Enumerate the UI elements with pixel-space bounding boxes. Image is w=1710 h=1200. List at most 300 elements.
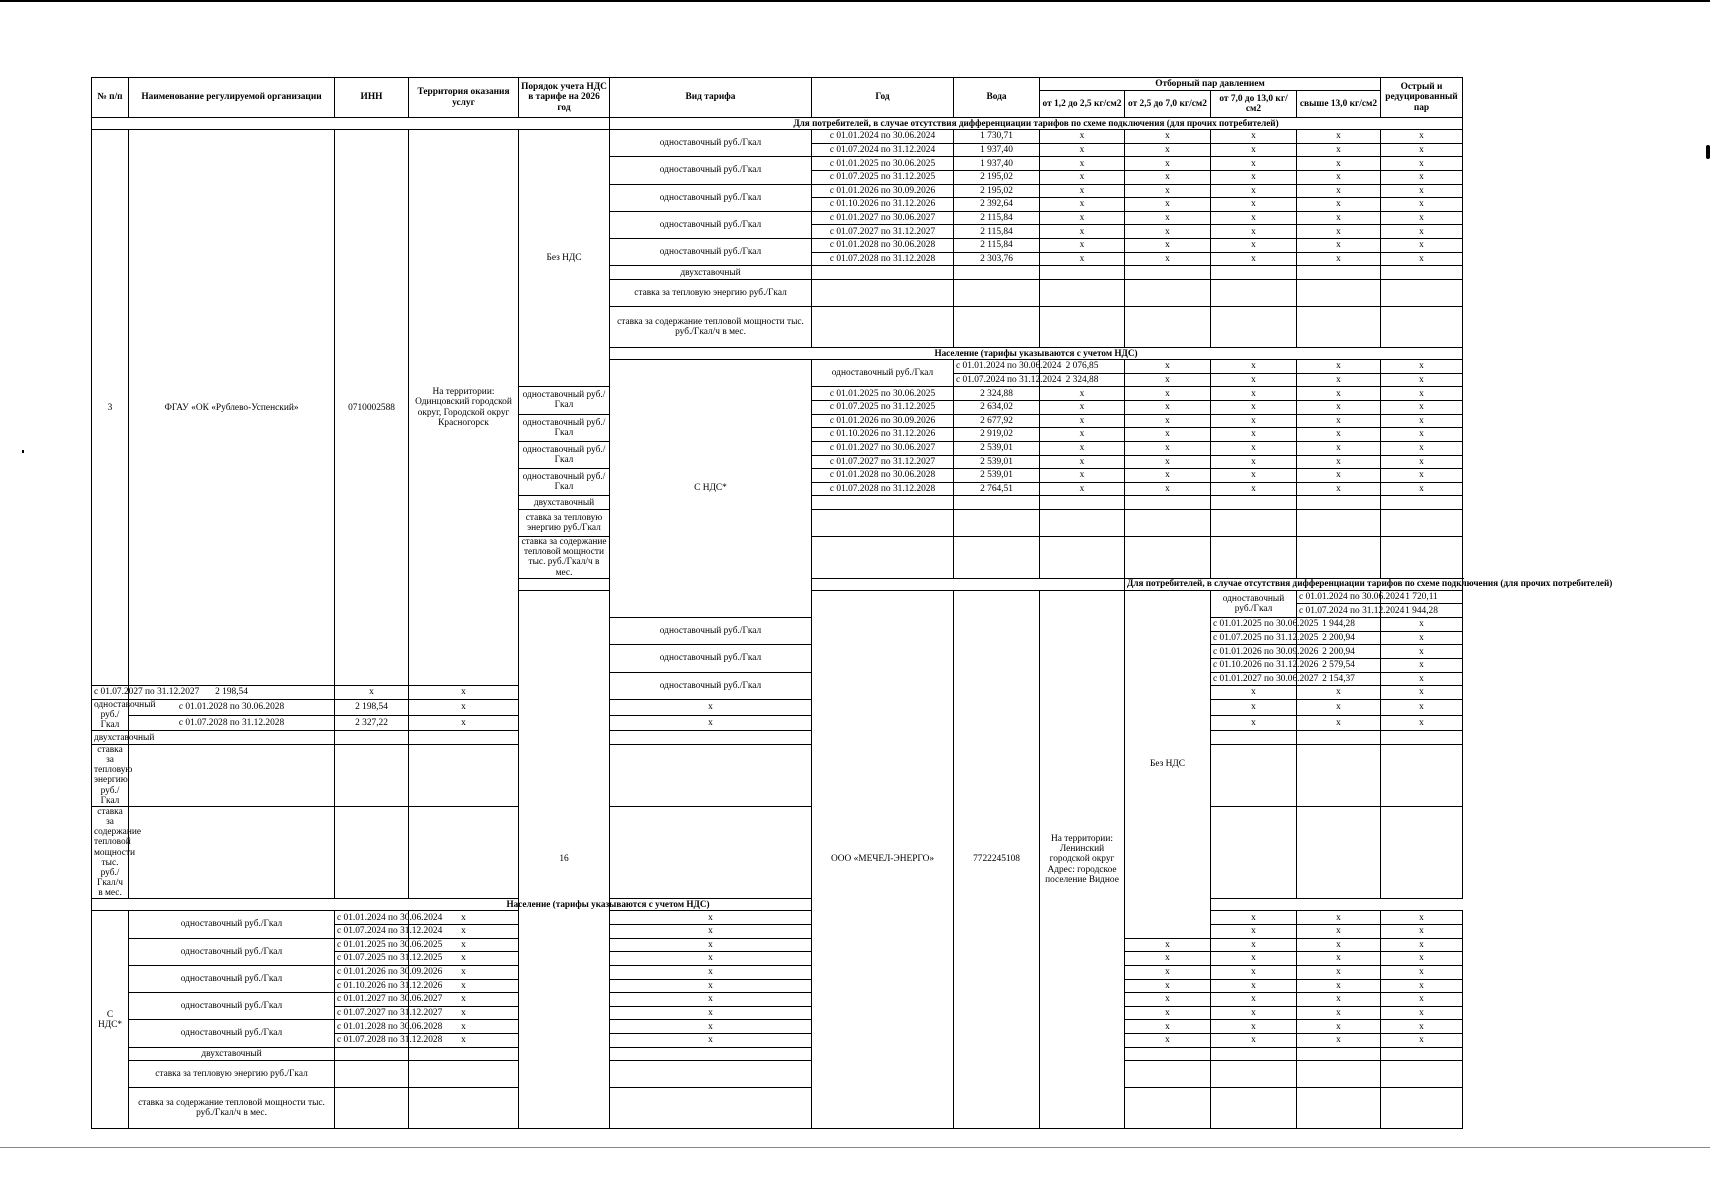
empty-cell xyxy=(519,578,1125,590)
steam-value: x xyxy=(1211,239,1297,253)
tariff-type-cell: ставка за содержание тепловой мощности тыс. руб./Гкал/ч в мес. xyxy=(519,537,610,579)
water-value: 2 324,88 xyxy=(954,387,1040,401)
table-row xyxy=(92,1061,1463,1088)
steam-value: x xyxy=(1125,373,1211,387)
empty-cell xyxy=(1211,806,1297,898)
empty-cell xyxy=(1211,537,1297,579)
period-cell: с 01.01.2025 по 30.06.2025 xyxy=(812,387,954,401)
empty-cell xyxy=(1040,307,1125,348)
empty-cell xyxy=(1125,1088,1211,1129)
tariff-type-cell: двухставочный xyxy=(610,266,812,280)
steam-value: x xyxy=(1211,455,1297,469)
empty-cell xyxy=(812,496,954,510)
steam-value: x xyxy=(1211,1006,1297,1020)
empty-cell xyxy=(1211,731,1297,745)
steam-value: x xyxy=(1125,130,1211,144)
col-water: Вода xyxy=(954,78,1040,118)
org-name: ООО «МЕЧЕЛ-ЭНЕРГО» xyxy=(812,590,954,1129)
tariff-type-cell: одноставочный руб./Гкал xyxy=(610,130,812,157)
steam-value: x xyxy=(1297,252,1381,266)
empty-cell xyxy=(335,744,409,806)
steam-value: x xyxy=(1040,184,1125,198)
steam-value: x xyxy=(1381,428,1463,442)
empty-cell xyxy=(1040,280,1125,307)
steam-value: x xyxy=(1040,428,1125,442)
empty-cell xyxy=(1297,1047,1381,1061)
steam-value: x xyxy=(1125,184,1211,198)
empty-cell xyxy=(1040,537,1125,579)
period-cell: с 01.07.2028 по 31.12.2028 xyxy=(812,482,954,496)
water-value: 2 579,54 xyxy=(1297,658,1381,672)
period-cell: с 01.01.2024 по 30.06.2024 xyxy=(335,911,409,925)
tariff-type-cell: одноставочный руб./Гкал xyxy=(1211,590,1297,617)
empty-cell xyxy=(1211,744,1297,806)
steam-value: x xyxy=(1381,645,1463,659)
empty-cell xyxy=(954,510,1040,537)
tariff-type-cell: одноставочный руб./Гкал xyxy=(610,211,812,238)
period-cell: с 01.01.2028 по 30.06.2028 xyxy=(129,699,335,715)
water-value: 1 720,11 xyxy=(1381,590,1463,604)
table-row xyxy=(92,715,1463,731)
steam-value: x xyxy=(1125,455,1211,469)
steam-value: x xyxy=(1125,993,1211,1007)
empty-cell xyxy=(409,1047,519,1061)
steam-value: x xyxy=(1040,170,1125,184)
steam-value: x xyxy=(1381,672,1463,686)
table-row xyxy=(92,744,1463,806)
table-row xyxy=(92,911,1463,925)
empty-cell xyxy=(129,744,335,806)
steam-value: x xyxy=(1211,157,1297,171)
steam-value: x xyxy=(1381,455,1463,469)
empty-cell xyxy=(1040,510,1125,537)
water-value: 2 195,02 xyxy=(954,170,1040,184)
steam-value: x xyxy=(610,979,812,993)
steam-value: x xyxy=(1381,482,1463,496)
water-value: x xyxy=(409,993,519,1007)
empty-cell xyxy=(1381,266,1463,280)
steam-value: x xyxy=(1381,924,1463,938)
col-tariff-type: Вид тарифа xyxy=(610,78,812,118)
tariff-type-cell: двухставочный xyxy=(92,731,129,745)
water-value: x xyxy=(409,952,519,966)
empty-cell xyxy=(954,537,1040,579)
empty-cell xyxy=(1297,1061,1381,1088)
water-value: x xyxy=(409,1020,519,1034)
scan-hole-mark xyxy=(1706,145,1710,159)
vat-no: Без НДС xyxy=(519,130,610,387)
steam-value: x xyxy=(1040,211,1125,225)
steam-value: x xyxy=(1381,631,1463,645)
period-cell: с 01.01.2024 по 30.06.2024 xyxy=(812,130,954,144)
steam-value: x xyxy=(1211,686,1297,700)
empty-cell xyxy=(1381,1061,1463,1088)
tariff-type-cell: ставка за содержание тепловой мощности тыс. руб./Гкал/ч в мес. xyxy=(129,1088,335,1129)
period-cell: с 01.10.2026 по 31.12.2026 xyxy=(812,198,954,212)
col-territory: Территория оказания услуг xyxy=(409,78,519,118)
steam-value: x xyxy=(1297,1020,1381,1034)
empty-cell xyxy=(812,280,954,307)
steam-value: x xyxy=(610,911,812,925)
empty-cell xyxy=(610,1047,812,1061)
steam-value: x xyxy=(1297,911,1381,925)
steam-value: x xyxy=(1381,715,1463,731)
org-number: 3 xyxy=(92,130,129,686)
period-cell: с 01.07.2024 по 31.12.2024 xyxy=(1297,604,1381,618)
col-steam-p3: от 7,0 до 13,0 кг/см2 xyxy=(1211,91,1297,118)
scan-speck xyxy=(22,450,24,453)
steam-value: x xyxy=(335,686,409,700)
col-steam-p1: от 1,2 до 2,5 кг/см2 xyxy=(1040,91,1125,118)
empty-cell xyxy=(1297,731,1381,745)
empty-cell xyxy=(1125,510,1211,537)
period-cell: с 01.01.2025 по 30.06.2025 xyxy=(812,157,954,171)
steam-value: x xyxy=(1211,130,1297,144)
period-cell: с 01.01.2026 по 30.09.2026 xyxy=(1211,645,1297,659)
steam-value: x xyxy=(1297,373,1381,387)
empty-cell xyxy=(1381,307,1463,348)
steam-value: x xyxy=(1211,170,1297,184)
table-row xyxy=(92,731,1463,745)
steam-value: x xyxy=(610,699,812,715)
steam-value: x xyxy=(1381,198,1463,212)
steam-value: x xyxy=(1381,239,1463,253)
steam-value: x xyxy=(1381,993,1463,1007)
section-header: Для потребителей, в случае отсутствия дифференциации тарифов по схеме подключения (для прочих потребителей) xyxy=(610,118,1463,130)
water-value: 2 200,94 xyxy=(1297,645,1381,659)
tariff-type-cell: двухставочный xyxy=(129,1047,335,1061)
period-cell: с 01.07.2025 по 31.12.2025 xyxy=(335,952,409,966)
period-cell: с 01.01.2024 по 30.06.2024 xyxy=(1297,590,1381,604)
empty-cell xyxy=(610,1061,812,1088)
steam-value: x xyxy=(1211,428,1297,442)
steam-value: x xyxy=(1211,252,1297,266)
water-value: 2 919,02 xyxy=(954,428,1040,442)
steam-value: x xyxy=(1381,938,1463,952)
table-row xyxy=(92,1047,1463,1061)
steam-value: x xyxy=(1297,130,1381,144)
steam-value: x xyxy=(1297,414,1381,428)
empty-cell xyxy=(409,1061,519,1088)
steam-value: x xyxy=(1297,387,1381,401)
steam-value: x xyxy=(1040,482,1125,496)
steam-value: x xyxy=(1381,157,1463,171)
steam-value: x xyxy=(1297,225,1381,239)
tariff-type-cell: ставка за содержание тепловой мощности тыс. руб./Гкал/ч в мес. xyxy=(92,806,129,898)
tariff-type-cell: одноставочный руб./Гкал xyxy=(610,645,812,672)
steam-value: x xyxy=(1297,170,1381,184)
empty-cell xyxy=(610,806,812,898)
steam-value: x xyxy=(1381,170,1463,184)
empty-cell xyxy=(812,510,954,537)
steam-value: x xyxy=(1381,130,1463,144)
steam-value: x xyxy=(1040,387,1125,401)
period-cell: с 01.07.2025 по 31.12.2025 xyxy=(812,400,954,414)
steam-value: x xyxy=(1211,414,1297,428)
scan-border-bottom xyxy=(0,1147,1710,1148)
steam-value: x xyxy=(1211,387,1297,401)
steam-value: x xyxy=(1297,938,1381,952)
steam-value: x xyxy=(1297,965,1381,979)
empty-cell xyxy=(1381,280,1463,307)
empty-cell xyxy=(812,537,954,579)
empty-cell xyxy=(335,1088,409,1129)
steam-value: x xyxy=(1297,441,1381,455)
steam-value: x xyxy=(1040,143,1125,157)
steam-value: x xyxy=(1297,952,1381,966)
col-vat-order: Порядок учета НДС в тарифе на 2026 год xyxy=(519,78,610,118)
empty-cell xyxy=(1040,266,1125,280)
steam-value: x xyxy=(1040,225,1125,239)
steam-value: x xyxy=(1040,130,1125,144)
water-value: x xyxy=(409,979,519,993)
water-value: 1 937,40 xyxy=(954,157,1040,171)
steam-value: x xyxy=(1211,184,1297,198)
steam-value: x xyxy=(1211,715,1297,731)
steam-value: x xyxy=(1211,469,1297,483)
steam-value: x xyxy=(1297,184,1381,198)
water-value: 2 324,88 xyxy=(1040,373,1125,387)
org-territory: На территории: Одинцовский городской округ, Городской округ Красногорск xyxy=(409,130,519,686)
steam-value: x xyxy=(610,924,812,938)
period-cell: с 01.01.2028 по 30.06.2028 xyxy=(812,469,954,483)
empty-cell xyxy=(1297,266,1381,280)
steam-value: x xyxy=(1211,699,1297,715)
steam-value: x xyxy=(1211,938,1297,952)
period-cell: с 01.01.2027 по 30.06.2027 xyxy=(812,441,954,455)
steam-value: x xyxy=(1211,211,1297,225)
empty-cell xyxy=(335,806,409,898)
steam-value: x xyxy=(1297,686,1381,700)
water-value: 2 764,51 xyxy=(954,482,1040,496)
steam-value: x xyxy=(1381,1034,1463,1048)
period-cell: с 01.01.2024 по 30.06.2024 xyxy=(954,360,1040,374)
empty-cell xyxy=(1125,1061,1211,1088)
steam-value: x xyxy=(1381,686,1463,700)
steam-value: x xyxy=(409,686,519,700)
empty-cell xyxy=(1040,496,1125,510)
empty-cell xyxy=(1381,510,1463,537)
steam-value: x xyxy=(1125,157,1211,171)
steam-value: x xyxy=(1125,965,1211,979)
empty-cell xyxy=(1125,1047,1211,1061)
empty-cell xyxy=(1211,510,1297,537)
period-cell: с 01.07.2027 по 31.12.2027 xyxy=(812,225,954,239)
steam-value: x xyxy=(1381,143,1463,157)
col-inn: ИНН xyxy=(335,78,409,118)
empty-cell xyxy=(812,266,954,280)
org-number: 16 xyxy=(519,590,610,1129)
empty-cell xyxy=(954,496,1040,510)
steam-value: x xyxy=(1381,184,1463,198)
steam-value: x xyxy=(1381,1006,1463,1020)
steam-value: x xyxy=(1125,441,1211,455)
steam-value: x xyxy=(1125,198,1211,212)
table-row xyxy=(92,993,1463,1007)
period-cell: с 01.10.2026 по 31.12.2026 xyxy=(335,979,409,993)
water-value: x xyxy=(409,911,519,925)
tariff-type-cell: одноставочный руб./Гкал xyxy=(129,965,335,992)
tariff-type-cell: одноставочный руб./Гкал xyxy=(129,1020,335,1047)
period-cell: с 01.07.2027 по 31.12.2027 xyxy=(92,686,129,700)
period-cell: с 01.10.2026 по 31.12.2026 xyxy=(812,428,954,442)
water-value: 1 730,71 xyxy=(954,130,1040,144)
period-cell: с 01.01.2026 по 30.09.2026 xyxy=(812,414,954,428)
col-sharp-steam: Острый и редуцированный пар xyxy=(1381,78,1463,118)
empty-cell xyxy=(129,806,335,898)
steam-value: x xyxy=(1297,924,1381,938)
empty-cell xyxy=(1211,1061,1297,1088)
steam-value: x xyxy=(1125,428,1211,442)
steam-value: x xyxy=(1125,360,1211,374)
steam-value: x xyxy=(1040,441,1125,455)
steam-value: x xyxy=(1125,938,1211,952)
empty-cell xyxy=(335,1047,409,1061)
steam-value: x xyxy=(1211,1020,1297,1034)
empty-cell xyxy=(1381,537,1463,579)
vat-no: Без НДС xyxy=(1125,590,1211,938)
water-value: 2 154,37 xyxy=(1297,672,1381,686)
empty-cell xyxy=(409,1088,519,1129)
steam-value: x xyxy=(1040,198,1125,212)
steam-value: x xyxy=(1297,715,1381,731)
steam-value: x xyxy=(1125,1020,1211,1034)
empty-cell xyxy=(1381,1088,1463,1129)
empty-cell xyxy=(954,280,1040,307)
tariff-type-cell: одноставочный руб./Гкал xyxy=(519,414,610,441)
water-value: x xyxy=(409,1034,519,1048)
steam-value: x xyxy=(610,715,812,731)
empty-cell xyxy=(1381,744,1463,806)
table-row xyxy=(92,938,1463,952)
scan-border-top xyxy=(0,0,1710,2)
steam-value: x xyxy=(1297,143,1381,157)
steam-value: x xyxy=(1040,414,1125,428)
steam-value: x xyxy=(1125,211,1211,225)
period-cell: с 01.07.2027 по 31.12.2027 xyxy=(335,1006,409,1020)
steam-value: x xyxy=(1381,469,1463,483)
steam-value: x xyxy=(1381,618,1463,632)
period-cell: с 01.01.2026 по 30.09.2026 xyxy=(335,965,409,979)
steam-value: x xyxy=(409,715,519,731)
empty-cell xyxy=(1125,266,1211,280)
steam-value: x xyxy=(1297,428,1381,442)
steam-value: x xyxy=(1211,441,1297,455)
period-cell: с 01.07.2025 по 31.12.2025 xyxy=(812,170,954,184)
tariff-table xyxy=(91,77,1613,1129)
water-value: 2 539,01 xyxy=(954,455,1040,469)
tariff-type-cell: одноставочный руб./Гкал xyxy=(92,699,129,730)
steam-value: x xyxy=(1211,1034,1297,1048)
steam-value: x xyxy=(1381,952,1463,966)
steam-value: x xyxy=(1381,911,1463,925)
empty-cell xyxy=(409,806,519,898)
steam-value: x xyxy=(1211,952,1297,966)
empty-cell xyxy=(1211,307,1297,348)
steam-value: x xyxy=(1211,965,1297,979)
empty-cell xyxy=(1297,744,1381,806)
steam-value: x xyxy=(1211,198,1297,212)
period-cell: с 01.01.2028 по 30.06.2028 xyxy=(812,239,954,253)
water-value: x xyxy=(409,938,519,952)
period-cell: с 01.01.2025 по 30.06.2025 xyxy=(335,938,409,952)
water-value: 2 303,76 xyxy=(954,252,1040,266)
tariff-type-cell: ставка за тепловую энергию руб./Гкал xyxy=(610,280,812,307)
steam-value: x xyxy=(610,952,812,966)
empty-cell xyxy=(1211,1047,1297,1061)
steam-value: x xyxy=(1381,441,1463,455)
steam-value: x xyxy=(1040,239,1125,253)
tariff-type-cell: одноставочный руб./Гкал xyxy=(610,239,812,266)
water-value: 2 634,02 xyxy=(954,400,1040,414)
steam-value: x xyxy=(1297,400,1381,414)
steam-value: x xyxy=(1297,993,1381,1007)
empty-cell xyxy=(610,1088,812,1129)
tariff-type-cell: одноставочный руб./Гкал xyxy=(129,938,335,965)
empty-cell xyxy=(954,307,1040,348)
steam-value: x xyxy=(1297,211,1381,225)
steam-value: x xyxy=(1211,979,1297,993)
period-cell: с 01.07.2028 по 31.12.2028 xyxy=(812,252,954,266)
steam-value: x xyxy=(1381,414,1463,428)
steam-value: x xyxy=(1211,400,1297,414)
steam-value: x xyxy=(1211,373,1297,387)
steam-value: x xyxy=(1381,965,1463,979)
empty-cell xyxy=(1297,806,1381,898)
empty-cell xyxy=(1125,280,1211,307)
steam-value: x xyxy=(1381,1020,1463,1034)
empty-cell xyxy=(1297,510,1381,537)
tariff-type-cell: одноставочный руб./Гкал xyxy=(610,618,812,645)
tariff-type-cell: одноставочный руб./Гкал xyxy=(519,441,610,468)
table-row xyxy=(92,130,1463,144)
steam-value: x xyxy=(1381,252,1463,266)
steam-value: x xyxy=(1211,924,1297,938)
steam-value: x xyxy=(1125,482,1211,496)
period-cell: с 01.07.2028 по 31.12.2028 xyxy=(129,715,335,731)
table-row xyxy=(92,118,1463,130)
tariff-type-cell: двухставочный xyxy=(519,496,610,510)
vat-with: С НДС* xyxy=(92,911,129,1129)
tariff-type-cell: одноставочный руб./Гкал xyxy=(610,672,812,699)
tariff-type-cell: ставка за тепловую энергию руб./Гкал xyxy=(92,744,129,806)
steam-value: x xyxy=(1381,360,1463,374)
tariff-type-cell: одноставочный руб./Гкал xyxy=(610,157,812,184)
steam-value: x xyxy=(1125,252,1211,266)
water-value: 2 327,22 xyxy=(335,715,409,731)
empty-cell xyxy=(1211,266,1297,280)
steam-value: x xyxy=(1040,400,1125,414)
period-cell: с 01.01.2025 по 30.06.2025 xyxy=(1211,618,1297,632)
empty-cell xyxy=(1297,280,1381,307)
period-cell: с 01.10.2026 по 31.12.2026 xyxy=(1211,658,1297,672)
tariff-type-cell: одноставочный руб./Гкал xyxy=(610,184,812,211)
water-value: 1 937,40 xyxy=(954,143,1040,157)
org-territory: На территории: Ленинский городской округ Адрес: городское поселение Видное xyxy=(1040,590,1125,1129)
steam-value: x xyxy=(1211,143,1297,157)
period-cell: с 01.07.2024 по 31.12.2024 xyxy=(954,373,1040,387)
water-value: 2 198,54 xyxy=(335,699,409,715)
steam-value: x xyxy=(1381,225,1463,239)
empty-cell xyxy=(1125,537,1211,579)
empty-cell xyxy=(812,307,954,348)
period-cell: с 01.01.2026 по 30.09.2026 xyxy=(812,184,954,198)
org-inn: 7722245108 xyxy=(954,590,1040,1129)
empty-cell xyxy=(610,744,812,806)
steam-value: x xyxy=(1297,198,1381,212)
period-cell: с 01.07.2028 по 31.12.2028 xyxy=(335,1034,409,1048)
steam-value: x xyxy=(1381,400,1463,414)
